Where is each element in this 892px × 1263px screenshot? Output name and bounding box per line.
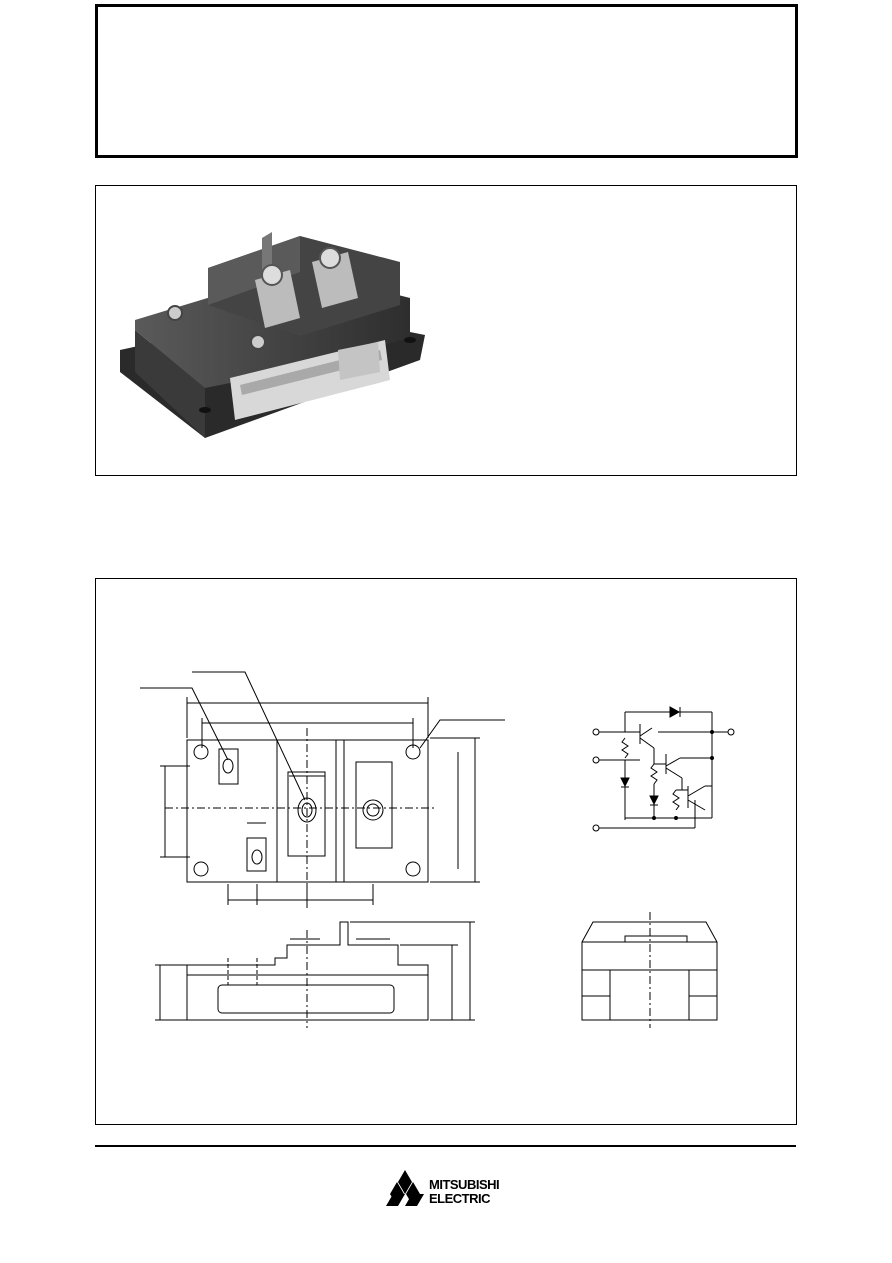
brand-line2: ELECTRIC — [429, 1191, 490, 1206]
brand-line1: MITSUBISHI — [429, 1177, 500, 1192]
